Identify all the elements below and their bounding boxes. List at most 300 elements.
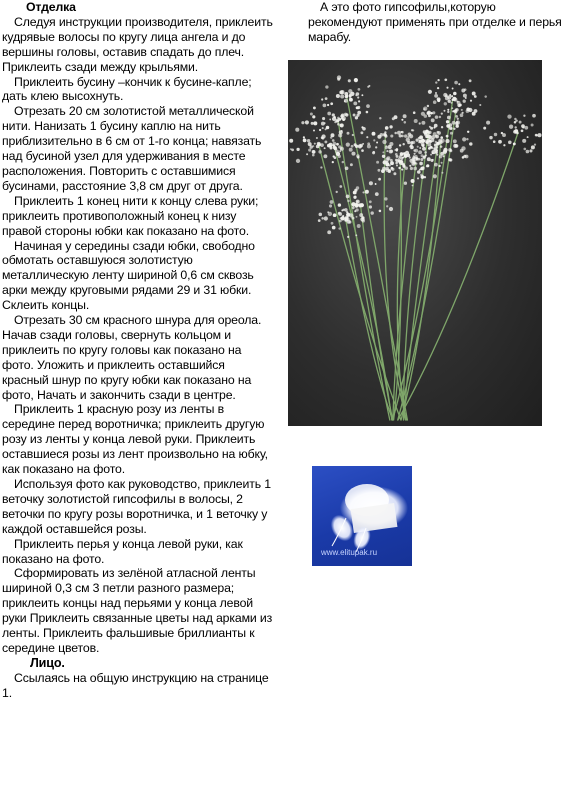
gypsophila-blossom [433,100,437,104]
gypsophila-blossom [417,177,419,179]
gypsophila-blossom [355,116,358,119]
gypsophila-blossom [446,120,449,123]
gypsophila-blossom [322,127,324,129]
gypsophila-blossom [307,139,310,142]
gypsophila-blossom [407,141,410,144]
gypsophila-blossom [531,124,534,127]
gypsophila-blossom [360,204,362,206]
gypsophila-blossom [398,160,401,163]
gypsophila-blossom [369,205,372,208]
gypsophila-blossom [404,182,407,185]
gypsophila-blossom [327,230,331,234]
paragraph-2: Приклеить бусину –кончик к бусине-капле; дать клею высохнуть. [2,74,252,104]
gypsophila-blossom [371,211,374,214]
gypsophila-blossom [361,216,364,219]
gypsophila-blossom [435,151,438,154]
gypsophila-blossom [367,86,369,88]
gypsophila-blossom [531,145,535,149]
gypsophila-blossom [479,104,481,106]
gypsophila-blossom [346,211,348,213]
gypsophila-blossom [321,98,323,100]
gypsophila-blossom [413,111,416,114]
gypsophila-blossom [356,154,360,158]
gypsophila-blossom [396,164,398,166]
gypsophila-blossom [361,126,363,128]
gypsophila-blossom [457,118,459,120]
gypsophila-blossom [452,97,456,101]
gypsophila-blossom [379,210,382,213]
gypsophila-blossom [401,161,404,164]
gypsophila-blossom [469,79,472,82]
gypsophila-blossom [515,119,517,121]
gypsophila-blossom [410,167,413,170]
gypsophila-blossom [340,217,342,219]
gypsophila-blossom [346,217,350,221]
gypsophila-blossom [319,213,323,217]
gypsophila-blossom [450,102,452,104]
gypsophila-blossom [329,204,332,207]
gypsophila-blossom [424,133,428,137]
gypsophila-blossom [529,149,532,152]
gypsophila-blossom [357,96,359,98]
gypsophila-blossom [419,162,423,166]
gypsophila-blossom [404,154,408,158]
gypsophila-blossom [537,133,541,137]
gypsophila-blossom [446,87,448,89]
section-heading-finishing: Отделка [26,0,76,14]
gypsophila-blossom [360,131,363,134]
gypsophila-blossom [334,147,338,151]
gypsophila-blossom [336,143,339,146]
gypsophila-blossom [532,114,536,118]
gypsophila-blossom [453,139,457,143]
gypsophila-blossom [355,203,359,207]
gypsophila-blossom [428,114,431,117]
gypsophila-blossom [382,155,385,158]
gypsophila-blossom [353,101,357,105]
gypsophila-blossom [345,166,349,170]
gypsophila-blossom [403,114,407,118]
photo-caption: А это фото гипсофилы,которую рекомендуют применять при отделке и перья марабу. [308,0,562,44]
gypsophila-blossom [369,200,372,203]
gypsophila-blossom [303,136,305,138]
gypsophila-blossom [472,92,476,96]
gypsophila-blossom [453,144,457,148]
gypsophila-blossom [349,93,351,95]
gypsophila-blossom [354,78,358,82]
gypsophila-blossom [432,111,435,114]
gypsophila-blossom [411,129,413,131]
gypsophila-blossom [404,121,407,124]
gypsophila-blossom [311,122,314,125]
gypsophila-blossom [437,131,440,134]
gypsophila-blossom [448,100,451,103]
gypsophila-blossom [503,144,505,146]
gypsophila-blossom [361,149,364,152]
paragraph-9: Приклеить перья у конца левой руки, как показано на фото. [2,536,243,566]
gypsophila-blossom [514,129,518,133]
gypsophila-blossom [443,93,447,97]
gypsophila-blossom [412,185,414,187]
gypsophila-blossom [322,137,324,139]
gypsophila-blossom [405,167,408,170]
gypsophila-blossom [340,147,344,151]
gypsophila-blossom [337,78,340,81]
gypsophila-blossom [373,139,375,141]
gypsophila-blossom [527,136,529,138]
gypsophila-blossom [375,146,377,148]
gypsophila-blossom [423,107,427,111]
gypsophila-blossom [305,120,309,124]
gypsophila-blossom [433,147,437,151]
gypsophila-blossom [332,139,335,142]
gypsophila-blossom [449,94,451,96]
gypsophila-blossom [295,128,299,132]
gypsophila-blossom [403,152,405,154]
watermark-text: www.elitupak.ru [321,548,378,557]
gypsophila-blossom [358,88,361,91]
gypsophila-blossom [310,145,313,148]
gypsophila-blossom [444,78,447,81]
gypsophila-blossom [340,124,343,127]
gypsophila-blossom [386,205,388,207]
gypsophila-blossom [437,79,439,81]
gypsophila-blossom [332,226,336,230]
gypsophila-blossom [384,134,386,136]
gypsophila-blossom [376,142,378,144]
gypsophila-blossom [519,121,522,124]
gypsophila-blossom [474,109,478,113]
gypsophila-blossom [467,131,469,133]
gypsophila-blossom [443,148,447,152]
gypsophila-blossom [470,100,472,102]
gypsophila-blossom [498,140,502,144]
gypsophila-blossom [356,200,360,204]
gypsophila-blossom [349,98,353,102]
gypsophila-blossom [337,123,340,126]
gypsophila-blossom [344,92,348,96]
gypsophila-blossom [410,144,413,147]
gypsophila-blossom [350,92,354,96]
gypsophila-blossom [447,111,449,113]
gypsophila-blossom [344,99,348,103]
gypsophila-blossom [494,133,497,136]
gypsophila-blossom [340,90,344,94]
gypsophila-blossom [333,155,335,157]
gypsophila-blossom [332,144,335,147]
gypsophila-blossom [460,113,464,117]
gypsophila-blossom [461,109,463,111]
gypsophila-blossom [318,219,321,222]
gypsophila-blossom [524,126,528,130]
gypsophila-blossom [493,140,496,143]
gypsophila-blossom [403,143,405,145]
gypsophila-blossom [420,158,423,161]
gypsophila-blossom [400,153,403,156]
gypsophila-blossom [399,134,402,137]
gypsophila-blossom [356,92,360,96]
paragraph-7: Приклеить 1 красную розу из ленты в середине перед воротничка; приклеить другую розу из ленты у конца левой руки. Приклеить оставшиеся розы из лент произвольно на юбку, как показано на фото. [2,402,268,477]
gypsophila-blossom [422,167,424,169]
gypsophila-blossom [450,132,453,135]
gypsophila-blossom [338,203,341,206]
gypsophila-blossom [453,92,457,96]
gypsophila-blossom [392,117,395,120]
gypsophila-blossom [514,126,516,128]
gypsophila-blossom [327,112,331,116]
gypsophila-blossom [489,136,492,139]
gypsophila-blossom [456,120,460,124]
gypsophila-blossom [329,118,331,120]
gypsophila-blossom [453,128,455,130]
gypsophila-blossom [469,142,472,145]
paragraph-1: Следуя инструкции производителя, приклеить кудрявые волосы по кругу лица ангела и до вершины головы, оставив спадать до плеч. Приклеить сзади между крыльями. [2,14,273,74]
gypsophila-blossom [434,124,438,128]
gypsophila-blossom [352,134,354,136]
gypsophila-blossom [462,112,464,114]
gypsophila-blossom [355,234,357,236]
gypsophila-blossom [523,115,525,117]
gypsophila-blossom [328,143,332,147]
gypsophila-blossom [461,89,465,93]
gypsophila-blossom [441,126,443,128]
gypsophila-blossom [316,137,318,139]
gypsophila-blossom [417,146,419,148]
gypsophila-blossom [509,125,513,129]
gypsophila-blossom [508,141,512,145]
paragraph-4: Приклеить 1 конец нити к концу слева руки; приклеить противоположный конец к низу правой стороны юбки как показано на фото. [2,193,259,238]
gypsophila-blossom [420,136,423,139]
gypsophila-blossom [331,133,335,137]
gypsophila-blossom [320,143,324,147]
gypsophila-blossom [521,129,524,132]
gypsophila-blossom [438,140,442,144]
gypsophila-blossom [342,118,345,121]
gypsophila-blossom [346,195,350,199]
gypsophila-blossom [414,119,418,123]
gypsophila-blossom [418,141,420,143]
gypsophila-blossom [414,149,418,153]
gypsophila-blossom [443,155,445,157]
gypsophila-blossom [377,169,380,172]
gypsophila-blossom [452,88,454,90]
gypsophila-blossom [417,170,421,174]
gypsophila-blossom [434,163,438,167]
gypsophila-blossom [378,178,381,181]
gypsophila-blossom [483,127,486,130]
gypsophila-blossom [330,200,334,204]
gypsophila-blossom [454,81,458,85]
gypsophila-blossom [430,138,434,142]
gypsophila-blossom [486,121,490,125]
gypsophila-blossom [501,132,503,134]
gypsophila-blossom [349,148,353,152]
gypsophila-blossom [351,204,353,206]
gypsophila-blossom [513,142,516,145]
gypsophila-blossom [398,167,400,169]
gypsophila-blossom [390,159,393,162]
gypsophila-blossom [474,95,477,98]
gypsophila-blossom [349,213,353,217]
gypsophila-blossom [296,148,299,151]
gypsophila-blossom [328,212,332,216]
gypsophila-blossom [390,150,393,153]
gypsophila-blossom [433,174,437,178]
gypsophila-blossom [313,106,316,109]
gypsophila-blossom [430,127,433,130]
gypsophila-blossom [323,154,327,158]
gypsophila-blossom [455,115,458,118]
gypsophila-blossom [320,166,322,168]
gypsophila-blossom [342,161,344,163]
gypsophila-blossom [441,113,443,115]
gypsophila-blossom [399,144,401,146]
gypsophila-blossom [338,155,341,158]
gypsophila-blossom [468,108,472,112]
gypsophila-blossom [463,100,466,103]
gypsophila-blossom [343,209,345,211]
gypsophila-blossom [389,125,392,128]
gypsophila-blossom [386,161,389,164]
gypsophila-blossom [451,107,453,109]
gypsophila-blossom [425,154,427,156]
gypsophila-blossom [401,131,404,134]
gypsophila-blossom [440,145,443,148]
gypsophila-blossom [313,130,315,132]
gypsophila-blossom [345,95,347,97]
gypsophila-blossom [296,159,300,163]
gypsophila-blossom [340,115,343,118]
gypsophila-blossom [347,236,349,238]
gypsophila-blossom [355,208,358,211]
gypsophila-blossom [402,163,405,166]
gypsophila-blossom [409,165,411,167]
gypsophila-blossom [347,200,350,203]
gypsophila-blossom [435,81,437,83]
gypsophila-blossom [332,113,335,116]
gypsophila-blossom [415,163,417,165]
gypsophila-blossom [318,150,321,153]
gypsophila-blossom [313,121,317,125]
gypsophila-blossom [332,161,334,163]
gypsophila-blossom [436,154,438,156]
gypsophila-blossom [388,145,392,149]
gypsophila-blossom [336,94,340,98]
gypsophila-blossom [437,99,440,102]
gypsophila-blossom [526,150,530,154]
gypsophila-blossom [430,154,432,156]
gypsophila-blossom [462,137,466,141]
gypsophila-blossom [439,155,442,158]
gypsophila-blossom [331,222,334,225]
gypsophila-blossom [457,104,460,107]
gypsophila-blossom [422,147,426,151]
gypsophila-blossom [424,151,427,154]
paragraph-6: Отрезать 30 см красного шнура для ореола. Начав сзади головы, свернуть кольцом и приклеить по кругу головы как показано на фото. Уложить и приклеить оставшийся красный шнур по кругу юбки как показано на фото, Начать и закончить сзади в центре. [2,313,262,402]
gypsophila-blossom [430,159,433,162]
gypsophila-blossom [358,100,360,102]
gypsophila-photo [288,60,542,426]
gypsophila-blossom [322,117,325,120]
gypsophila-blossom [444,110,446,112]
gypsophila-blossom [356,216,358,218]
gypsophila-blossom [357,224,361,228]
gypsophila-blossom [466,138,468,140]
gypsophila-blossom [424,114,428,118]
gypsophila-blossom [323,104,327,108]
gypsophila-blossom [381,169,385,173]
gypsophila-blossom [375,192,379,196]
gypsophila-blossom [324,147,326,149]
gypsophila-blossom [521,124,525,128]
gypsophila-blossom [308,149,311,152]
gypsophila-blossom [385,128,387,130]
gypsophila-blossom [419,122,421,124]
gypsophila-illustration [288,60,542,426]
gypsophila-blossom [451,95,453,97]
gypsophila-blossom [351,145,354,148]
gypsophila-blossom [340,94,344,98]
gypsophila-blossom [411,179,415,183]
gypsophila-blossom [484,95,486,97]
gypsophila-blossom [522,139,526,143]
gypsophila-blossom [401,169,403,171]
gypsophila-blossom [458,83,460,85]
gypsophila-blossom [372,132,376,136]
gypsophila-blossom [438,165,440,167]
gypsophila-blossom [382,151,384,153]
gypsophila-blossom [303,139,307,143]
gypsophila-blossom [439,116,441,118]
gypsophila-blossom [421,139,425,143]
gypsophila-blossom [428,147,431,150]
gypsophila-blossom [463,94,467,98]
gypsophila-blossom [396,150,398,152]
gypsophila-blossom [440,136,443,139]
gypsophila-blossom [414,153,416,155]
gypsophila-blossom [375,183,377,185]
gypsophila-blossom [441,172,443,174]
gypsophila-blossom [428,135,432,139]
gypsophila-blossom [407,136,409,138]
paragraph-10: Сформировать из зелёной атласной ленты шириной 0,3 см 3 петли разного размера; приклеить концы над перьями у конца левой руки Приклеить связанные цветы над арками из ленты. Приклеить фальшивые бриллианты к середине цветов. [2,566,273,655]
gypsophila-blossom [314,143,316,145]
gypsophila-blossom [321,217,323,219]
gypsophila-blossom [445,139,449,143]
paragraph-8: Используя фото как руководство, приклеить 1 веточку золотистой гипсофилы в волосы, 2 веточки по кругу розы воротничка, и 1 веточку у каждой оставшейся розы. [2,477,271,536]
gypsophila-blossom [421,143,425,147]
gypsophila-blossom [356,106,359,109]
gypsophila-blossom [324,216,328,220]
gypsophila-blossom [435,115,439,119]
gypsophila-blossom [434,94,438,98]
gypsophila-blossom [421,121,425,125]
gypsophila-blossom [366,136,368,138]
gypsophila-blossom [389,207,393,211]
gypsophila-blossom [431,147,433,149]
gypsophila-stem [398,132,518,420]
gypsophila-blossom [362,191,364,193]
gypsophila-blossom [317,143,319,145]
gypsophila-blossom [345,113,348,116]
gypsophila-blossom [455,108,459,112]
paragraph-3: Отрезать 20 см золотистой металлической нити. Нанизать 1 бусину каплю на нить приблизительно в 6 см от 1-го конца; навязать над бусиной узел для удерживания в месте расположения. Повторить с оставшимися бусинами, расстояние 3,8 см друг от друга. [2,104,262,193]
gypsophila-blossom [359,144,363,148]
gypsophila-blossom [319,129,321,131]
gypsophila-blossom [351,152,355,156]
gypsophila-blossom [325,97,328,100]
gypsophila-blossom [448,158,451,161]
